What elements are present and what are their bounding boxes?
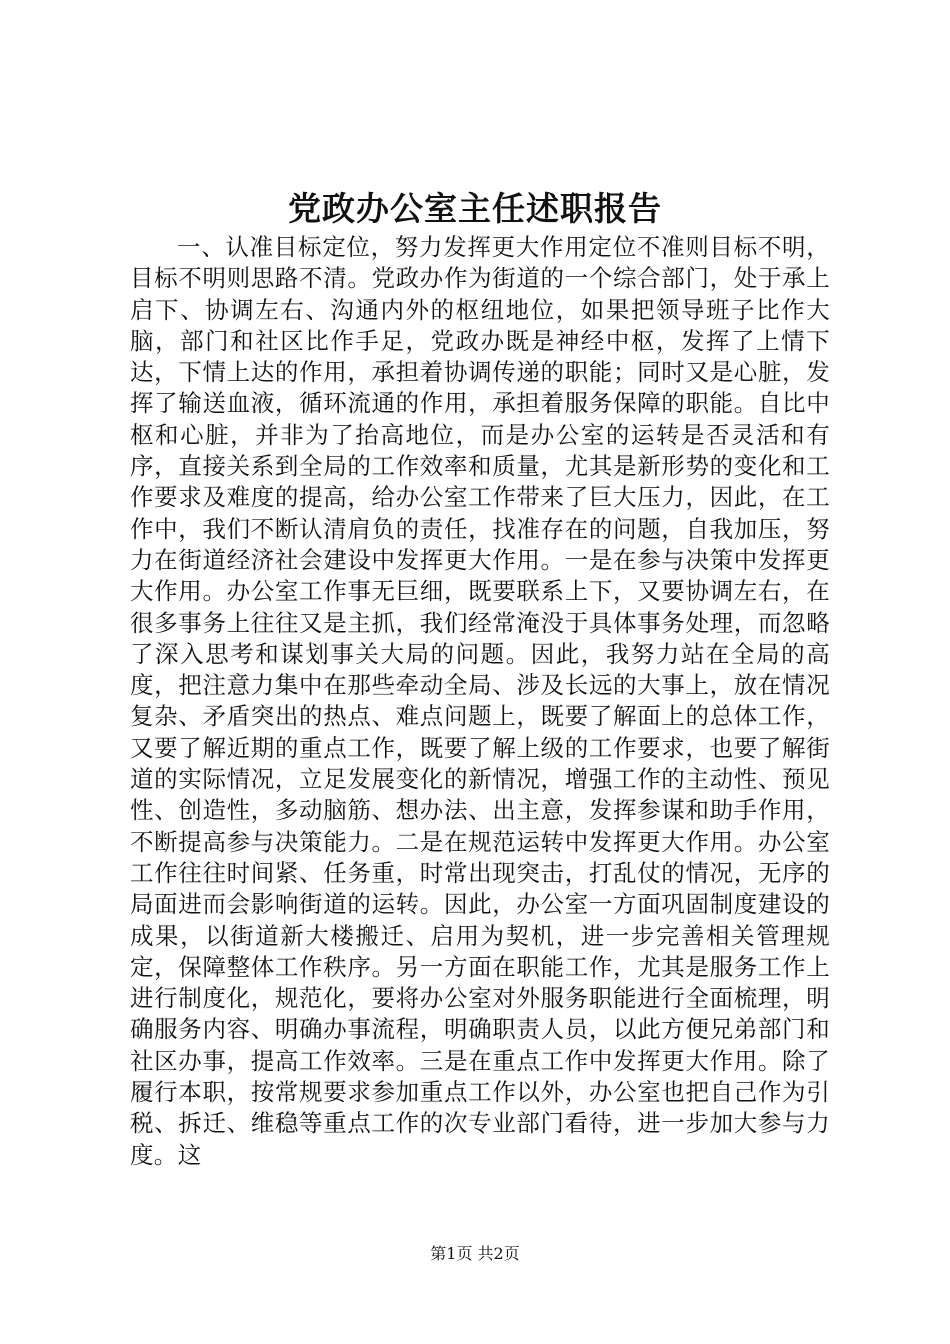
document-title: 党政办公室主任述职报告 <box>288 189 662 228</box>
page-number-footer: 第1页 共2页 <box>430 1244 520 1263</box>
body-paragraph: 一、认准目标定位，努力发挥更大作用定位不准则目标不明，目标不明则思路不清。党政办作为街道的一个综合部门，处于承上启下、协调左右、沟通内外的枢纽地位，如果把领导班子比作大脑，部门和社区比作手足，党政办既是神经中枢，发挥了上情下达，下情上达的作用，承担着协调传递的职能；同时又是心脏，发挥了输送血液，循环流通的作用，承担着服务保障的职能。自比中枢和心脏，并非为了抬高地位，而是办公室的运转是否灵活和有序，直接关系到全局的工作效率和质量，尤其是新形势的变化和工作要求及难度的提高，给办公室工作带来了巨大压力，因此，在工作中，我们不断认清肩负的责任，找准存在的问题，自我加压，努力在街道经济社会建设中发挥更大作用。一是在参与决策中发挥更大作用。办公室工作事无巨细，既要联系上下，又要协调左右，在很多事务上往往又是主抓，我们经常淹没于具体事务处理，而忽略了深入思考和谋划事关大局的问题。因此，我努力站在全局的高度，把注意力集中在那些牵动全局、涉及长远的大事上，放在情况复杂、矛盾突出的热点、难点问题上，既要了解面上的总体工作，又要了解近期的重点工作，既要了解上级的工作要求，也要了解街道的实际情况，立足发展变化的新情况，增强工作的主动性、预见性、创造性，多动脑筋、想办法、出主意，发挥参谋和助手作用，不断提高参与决策能力。二是在规范运转中发挥更大作用。办公室工作往往时间紧、任务重，时常出现突击，打乱仗的情况，无序的局面进而会影响街道的运转。因此，办公室一方面巩固制度建设的成果，以街道新大楼搬迁、启用为契机，进一步完善相关管理规定，保障整体工作秩序。另一方面在职能工作，尤其是服务工作上进行制度化，规范化，要将办公室对外服务职能进行全面梳理，明确服务内容、明确办事流程，明确职责人员，以此方便兄弟部门和社区办事，提高工作效率。三是在重点工作中发挥更大作用。除了履行本职，按常规要求参加重点工作以外，办公室也把自己作为引税、拆迁、维稳等重点工作的次专业部门看待，进一步加大参与力度。这 <box>130 233 830 1169</box>
